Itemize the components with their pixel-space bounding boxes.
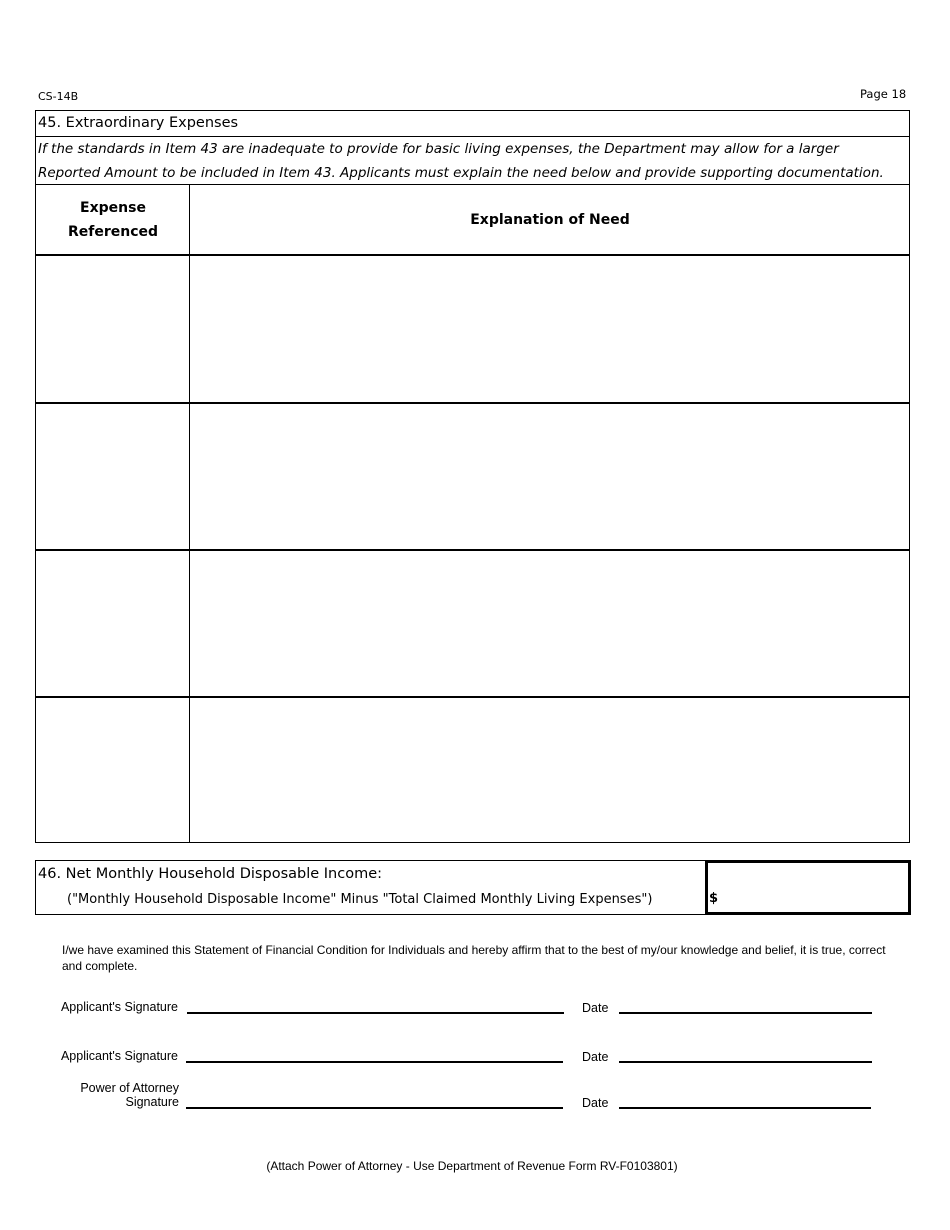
date-line[interactable] (619, 1012, 872, 1014)
expense-referenced-field-1[interactable] (36, 256, 189, 402)
section-45-instructions (36, 137, 909, 185)
applicant-signature-label: Applicant's Signature (60, 1049, 178, 1063)
extraordinary-expenses-section (35, 110, 910, 843)
expense-referenced-field-2[interactable] (36, 404, 189, 549)
instructions-line-2: Reported Amount to be included in Item 43. Applicants must explain the need below and provide supporting documentation. (38, 165, 884, 181)
poa-label-line-1: Power of Attorney (80, 1081, 179, 1095)
explanation-field-1[interactable] (190, 256, 909, 402)
expense-referenced-header (36, 185, 190, 254)
table-header (36, 185, 909, 256)
date-line[interactable] (619, 1061, 872, 1063)
net-income-section (35, 860, 910, 915)
section-46-title: 46. Net Monthly Household Disposable Income: (38, 866, 383, 882)
applicant-signature-line[interactable] (187, 1012, 564, 1014)
date-label: Date (582, 1001, 609, 1015)
form-id: CS-14B (38, 90, 79, 103)
explanation-field-2[interactable] (190, 404, 909, 549)
page-number: Page 18 (860, 87, 907, 101)
expense-header-line-2: Referenced (67, 223, 159, 240)
applicant-signature-line[interactable] (186, 1061, 563, 1063)
poa-signature-label (40, 1081, 179, 1109)
date-line[interactable] (619, 1107, 871, 1109)
net-income-amount-field[interactable] (705, 860, 911, 915)
affirmation-text: I/we have examined this Statement of Financial Condition for Individuals and hereby affirm that to the best of my/our knowledge and belief, it is true, correct and complete. (62, 943, 886, 973)
expense-referenced-field-3[interactable] (36, 551, 189, 696)
poa-signature-line[interactable] (186, 1107, 563, 1109)
explanation-field-4[interactable] (190, 698, 909, 842)
explanation-of-need-header: Explanation of Need (470, 211, 630, 228)
poa-label-line-2: Signature (125, 1095, 179, 1109)
applicant-signature-label: Applicant's Signature (60, 1000, 178, 1014)
expense-header-line-1: Expense (80, 199, 146, 216)
footer-note: (Attach Power of Attorney - Use Department of Revenue Form RV-F0103801) (266, 1159, 678, 1173)
date-label: Date (582, 1096, 609, 1110)
dollar-sign: $ (709, 891, 719, 906)
expense-referenced-field-4[interactable] (36, 698, 189, 842)
instructions-line-1: If the standards in Item 43 are inadequate to provide for basic living expenses, the Department may allow for a larger (38, 141, 839, 157)
section-45-title: 45. Extraordinary Expenses (36, 111, 909, 137)
section-46-subtitle: ("Monthly Household Disposable Income" Minus "Total Claimed Monthly Living Expenses") (67, 892, 653, 907)
explanation-field-3[interactable] (190, 551, 909, 696)
date-label: Date (582, 1050, 609, 1064)
